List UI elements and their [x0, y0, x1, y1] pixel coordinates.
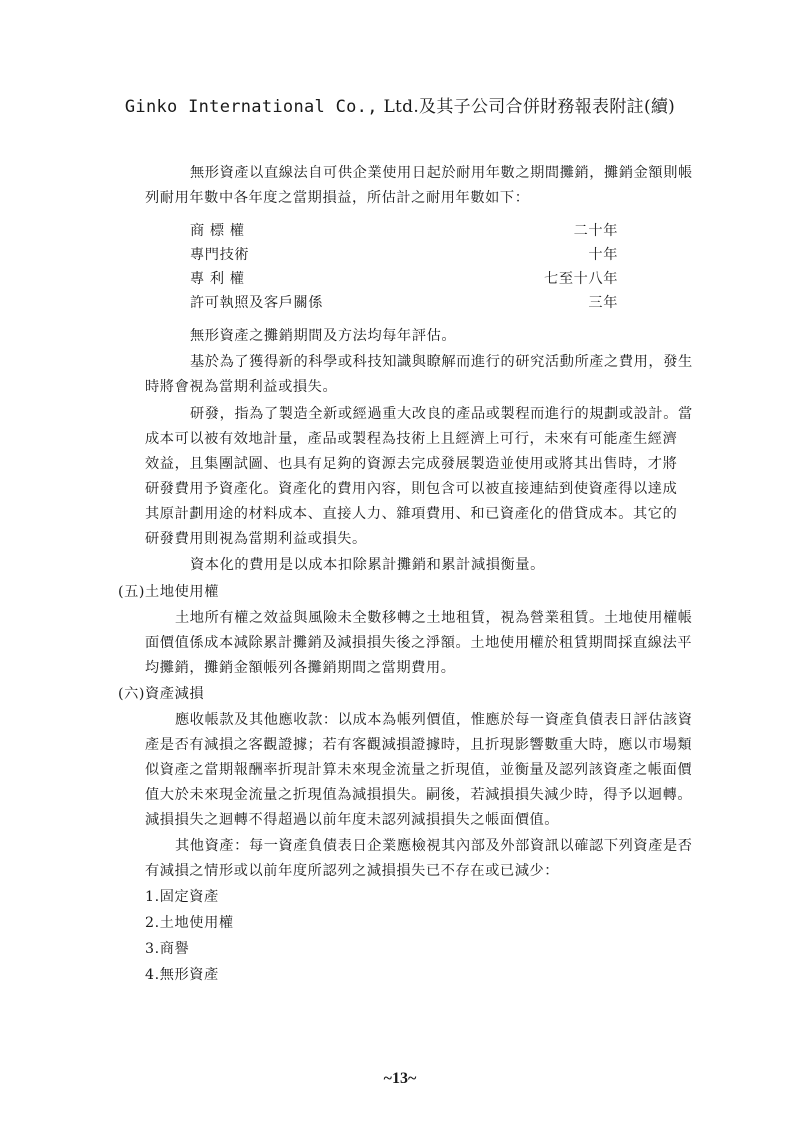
intangible-intro-line-1: 無形資產以直線法自可供企業使用日起於耐用年數之期間攤銷，攤銷金額則帳	[190, 165, 693, 181]
impairment-line-2: 產是否有減損之客觀證據；若有客觀減損證據時，且折現影響數重大時，應以市場類	[145, 737, 693, 753]
impairment-line-5: 減損損失之迴轉不得超過以前年度未認列減損損失之帳面價值。	[145, 812, 560, 828]
impairment-line-1: 應收帳款及其他應收款：以成本為帳列價值，惟應於每一資產負債表日評估該資	[175, 712, 693, 728]
other-assets-line-1: 其他資產：每一資產負債表日企業應檢視其內部及外部資訊以確認下列資產是否	[175, 838, 693, 854]
intangible-intro-line-2: 列耐用年數中各年度之當期損益，所估計之耐用年數如下：	[145, 190, 530, 206]
development-line-1: 研發，指為了製造全新或經過重大改良的產品或製程而進行的規劃或設計。當	[190, 406, 693, 422]
page-title-suffix: Ltd.及其子公司合併財務報表附註(續)	[377, 97, 676, 117]
intangible-review: 無形資產之攤銷期間及方法均每年評估。	[190, 328, 457, 344]
useful-life-value: 十年	[588, 247, 618, 263]
section-heading-impairment: (六)資產減損	[118, 686, 205, 702]
list-item: 3.商譽	[145, 941, 190, 957]
page-title-company: Ginko International Co.,	[124, 97, 378, 117]
capitalized-cost: 資本化的費用是以成本扣除累計攤銷和累計減損衡量。	[190, 557, 545, 573]
useful-life-value: 二十年	[573, 223, 618, 239]
useful-life-value: 三年	[588, 295, 618, 311]
useful-life-value: 七至十八年	[544, 271, 618, 287]
page-number: ~13~	[383, 1070, 417, 1087]
section-heading-land-use: (五)土地使用權	[118, 584, 219, 600]
development-line-6: 研發費用則視為當期利益或損失。	[145, 531, 367, 547]
useful-life-label: 專門技術	[190, 247, 250, 263]
research-line-1: 基於為了獲得新的科學或科技知識與瞭解而進行的研究活動所產之費用，發生	[190, 354, 693, 370]
impairment-line-4: 值大於未來現金流量之折現值為減損損失。嗣後，若減損損失減少時，得予以迴轉。	[145, 787, 693, 803]
impairment-line-3: 似資產之當期報酬率折現計算未來現金流量之折現值，並衡量及認列該資產之帳面價	[145, 762, 693, 778]
land-use-line-1: 土地所有權之效益與風險未全數移轉之土地租賃，視為營業租賃。土地使用權帳	[175, 610, 693, 626]
list-item: 1.固定資產	[145, 889, 219, 905]
land-use-line-3: 均攤銷，攤銷金額帳列各攤銷期間之當期費用。	[145, 660, 456, 676]
other-assets-line-2: 有減損之情形或以前年度所認列之減損損失已不存在或已減少：	[145, 863, 560, 879]
useful-life-label: 專 利 權	[190, 271, 245, 287]
research-line-2: 時將會視為當期利益或損失。	[145, 379, 338, 395]
development-line-4: 研發費用予資產化。資產化的費用內容，則包含可以被直接連結到使資產得以達成	[145, 481, 678, 497]
list-item: 4.無形資產	[145, 967, 219, 983]
land-use-line-2: 面價值係成本減除累計攤銷及減損損失後之淨額。土地使用權於租賃期間採直線法平	[145, 635, 693, 651]
list-item: 2.土地使用權	[145, 915, 234, 931]
useful-life-label: 商 標 權	[190, 223, 245, 239]
development-line-3: 效益，且集團試圖、也具有足夠的資源去完成發展製造並使用或將其出售時，才將	[145, 456, 678, 472]
page-title	[0, 92, 800, 117]
development-line-2: 成本可以被有效地計量，產品或製程為技術上且經濟上可行，未來有可能產生經濟	[145, 431, 678, 447]
development-line-5: 其原計劃用途的材料成本、直接人力、雜項費用、和已資產化的借貸成本。其它的	[145, 506, 678, 522]
useful-life-label: 許可執照及客戶關係	[190, 295, 324, 311]
